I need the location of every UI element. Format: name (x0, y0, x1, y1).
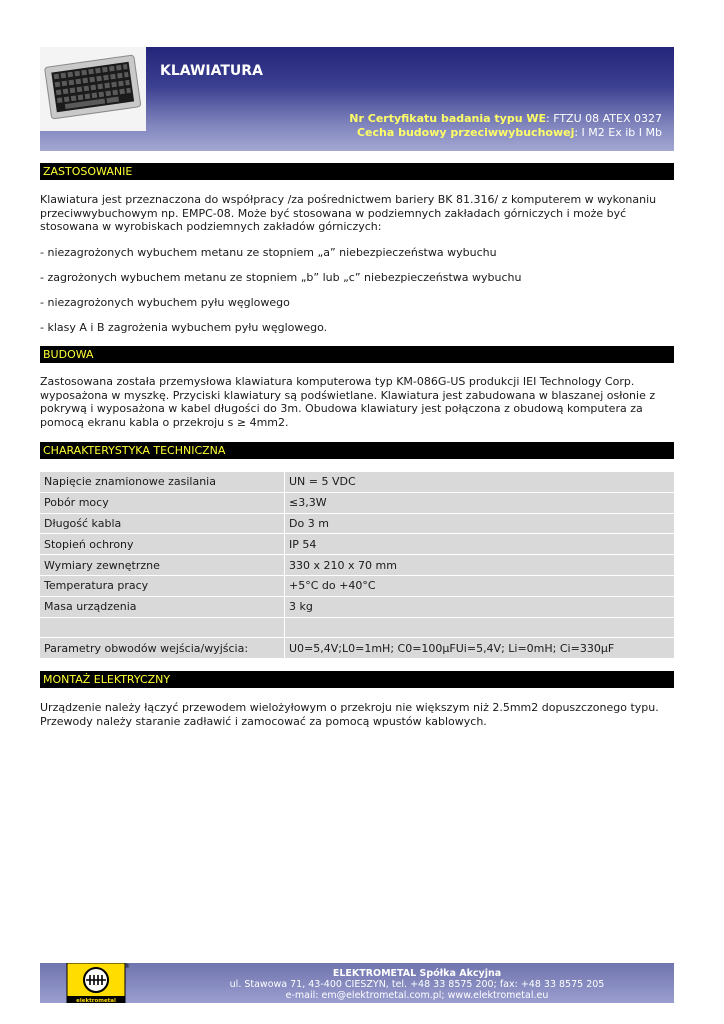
svg-text:®: ® (124, 963, 130, 970)
table-row (40, 514, 674, 534)
spec-value: UN = 5 VDC (284, 472, 674, 492)
spec-label: Masa urządzenia (40, 597, 284, 617)
table-row (40, 493, 674, 513)
spec-label: Długość kabla (40, 514, 284, 534)
table-row (40, 576, 674, 596)
spec-value: 3 kg (284, 597, 674, 617)
section-title-montaz: MONTAŻ ELEKTRYCZNY (40, 671, 674, 688)
spec-value: IP 54 (284, 534, 674, 554)
spec-label: Napięcie znamionowe zasilania (40, 472, 284, 492)
table-row (40, 597, 674, 617)
spec-label (40, 618, 284, 638)
section-title-budowa: BUDOWA (40, 346, 674, 363)
spec-value: 330 x 210 x 70 mm (284, 555, 674, 575)
spec-value (284, 618, 674, 638)
spec-label: Stopień ochrony (40, 534, 284, 554)
certificate-label: Nr Certyfikatu badania typu WE (349, 112, 546, 125)
table-row (40, 618, 674, 638)
spec-label: Parametry obwodów wejścia/wyjścia: (40, 638, 284, 658)
zastosowanie-intro: Klawiatura jest przeznaczona do współpracy /za pośrednictwem bariery BK 81.316/ z komputerem w wykonaniu przeciwwybuchowym np. EMPC-08. Może być stosowana w podziemnych zakładach górniczych i może być stosowana w wyrobiskach podziemnych zakładów górniczych: (40, 193, 657, 234)
zastosowanie-item: - klasy A i B zagrożenia wybuchem pyłu węglowego. (40, 321, 328, 334)
explosion-protection-line (357, 126, 662, 139)
footer-company: ELEKTROMETAL Spółka Akcyjna (332, 968, 502, 979)
zastosowanie-item: - zagrożonych wybuchem metanu ze stopniem „b” lub „c” niebezpieczeństwa wybuchu (40, 271, 522, 284)
table-row (40, 638, 674, 658)
spec-label: Wymiary zewnętrzne (40, 555, 284, 575)
page-title: KLAWIATURA (160, 63, 263, 79)
keyboard-product-image (40, 47, 146, 131)
explosion-protection-label: Cecha budowy przeciwwybuchowej (356, 126, 575, 139)
spec-value: +5°C do +40°C (284, 576, 674, 596)
table-row (40, 534, 674, 554)
footer-address: ul. Stawowa 71, 43-400 CIESZYN, tel. +48 33 8575 200; fax: +48 33 8575 205 (229, 979, 605, 990)
certificate-line (349, 112, 662, 125)
spec-value: U0=5,4V;L0=1mH; C0=100μFUi=5,4V; Li=0mH; Ci=330μF (284, 638, 674, 658)
spec-value: ≤3,3W (284, 493, 674, 513)
spec-label: Temperatura pracy (40, 576, 284, 596)
explosion-protection-value: : I M2 Ex ib I Mb (574, 126, 662, 139)
table-row (40, 555, 674, 575)
budowa-text: Zastosowana została przemysłowa klawiatura komputerowa typ KM-086G-US produkcji IEI Technology Corp. wyposażona w myszkę. Przyciski klawiatury są podświetlane. Klawiatura jest zabudowana w blaszanej osłonie z pokrywą i wyposażona w kabel długości do 3m. Obudowa klawiatury jest połączona z obudową komputera za pomocą ekranu kabla o przekroju s ≥ 4mm2. (40, 375, 656, 429)
footer-banner (40, 963, 674, 1003)
table-row (40, 472, 674, 492)
footer-contact: e-mail: em@elektrometal.com.pl; www.elektrometal.eu (285, 990, 549, 1001)
section-title-charakterystyka: CHARAKTERYSTYKA TECHNICZNA (40, 442, 674, 459)
section-title-zastosowanie: ZASTOSOWANIE (40, 163, 674, 180)
spec-table (40, 471, 674, 659)
spec-label: Pobór mocy (40, 493, 284, 513)
certificate-value: : FTZU 08 ATEX 0327 (546, 112, 662, 125)
header-banner (40, 47, 674, 151)
elektrometal-logo (64, 963, 130, 1003)
svg-text:elektrometal: elektrometal (76, 998, 116, 1003)
zastosowanie-item: - niezagrożonych wybuchem pyłu węglowego (40, 296, 290, 309)
spec-value: Do 3 m (284, 514, 674, 534)
zastosowanie-item: - niezagrożonych wybuchem metanu ze stopniem „a” niebezpieczeństwa wybuchu (40, 246, 497, 259)
montaz-text: Urządzenie należy łączyć przewodem wielożyłowym o przekroju nie większym niż 2.5mm2 dopuszczonego typu. Przewody należy staranie zadławić i zamocować za pomocą wpustów kablowych. (40, 701, 659, 728)
